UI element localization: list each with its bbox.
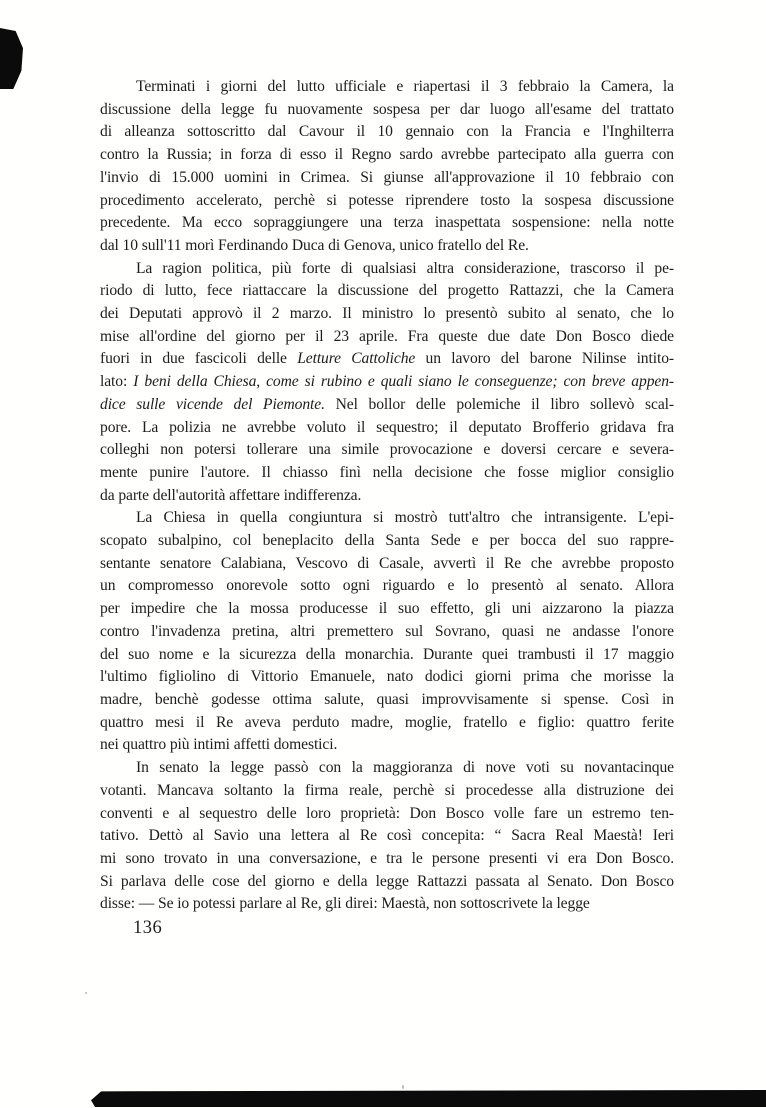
italic-text-run: dice sulle vicende del Piemonte. [100, 395, 325, 413]
text-line [100, 303, 674, 326]
text-line [100, 99, 674, 122]
text-line [100, 326, 674, 349]
text-run: colleghi non potersi tollerare una simile provocazione e doversi cercare e severa- [100, 441, 674, 459]
text-run: un compromesso onorevole sotto ogni riguardo e lo presentò al senato. Allora [100, 577, 674, 595]
text-run: pore. La polizia ne avrebbe voluto il sequestro; il deputato Brofferio gridava fra [100, 418, 674, 436]
text-run: contro la Russia; in forza di esso il Regno sardo avrebbe partecipato alla guerra con [100, 146, 674, 164]
text-line [100, 371, 674, 394]
text-run: lato: [100, 373, 134, 391]
text-run: La ragion politica, più forte di qualsiasi altra considerazione, trascorso il pe- [136, 259, 674, 277]
text-line [100, 144, 674, 167]
text-line [100, 689, 674, 712]
text-line [100, 757, 674, 780]
text-run: per impedire che la mossa producesse il suo effetto, gli uni aizzarono la piazza [100, 600, 674, 618]
text-line [100, 712, 674, 735]
text-run: Nel bollor delle polemiche il libro sollevò scal- [324, 395, 674, 413]
text-line [100, 575, 674, 598]
scan-speck [402, 1085, 404, 1089]
italic-text-run: I beni della Chiesa, come si rubino e quali siano le conseguenze; con breve appen- [133, 373, 675, 391]
text-run: quattro mesi il Re aveva perduto madre, moglie, fratello e figlio: quattro ferite [100, 713, 674, 731]
scan-speck [85, 992, 87, 994]
text-run: sentante senatore Calabiana, Vescovo di Casale, avvertì il Re che avrebbe proposto [100, 554, 674, 572]
text-line [100, 167, 674, 190]
text-run: scopato subalpino, col beneplacito della Santa Sede e per bocca del suo rappre- [100, 532, 674, 550]
page-number: 136 [133, 918, 163, 938]
text-line [100, 507, 674, 530]
text-line [100, 190, 674, 213]
text-line [100, 76, 674, 99]
text-line [100, 734, 674, 757]
text-run: madre, benchè godesse ottima salute, quasi improvvisamente si spense. Così in [100, 690, 674, 708]
text-run: del suo nome e la sicurezza della monarchia. Durante quei trambusti il 17 maggio [100, 645, 674, 663]
text-line [100, 462, 674, 485]
text-line [100, 893, 674, 916]
text-run: mise all'ordine del giorno per il 23 aprile. Fra queste due date Don Bosco diede [100, 327, 674, 345]
text-run: In senato la legge passò con la maggioranza di nove voti su novantacinque [136, 759, 674, 777]
text-line [100, 439, 674, 462]
text-run: disse: — Se io potessi parlare al Re, gli direi: Maestà, non sottoscrivete la legge [100, 895, 590, 913]
text-line [100, 121, 674, 144]
text-run: dei Deputati approvò il 2 marzo. Il ministro lo presentò subito al senato, che lo [100, 305, 674, 323]
text-run: fuori in due fascicoli delle [100, 350, 298, 368]
text-run: mi sono trovato in una conversazione, e tra le persone presenti vi era Don Bosco. [100, 849, 674, 867]
text-run: votanti. Mancava soltanto la firma reale, perchè si procedesse alla distruzione dei [100, 781, 674, 799]
text-line [100, 780, 674, 803]
text-run: di alleanza sottoscritto dal Cavour il 10 gennaio con la Francia e l'Inghilterra [100, 123, 674, 141]
text-run: conventi e al sequestro delle loro proprietà: Don Bosco volle fare un estremo ten- [100, 804, 674, 822]
text-line [100, 848, 674, 871]
text-line [100, 485, 674, 508]
text-line [100, 348, 674, 371]
text-line [100, 417, 674, 440]
page-text [100, 76, 674, 916]
scan-artifact-corner [0, 28, 23, 89]
text-line [100, 644, 674, 667]
text-run: riodo di lutto, fece riattaccare la discussione del progetto Rattazzi, che la Camera [100, 282, 674, 300]
text-run: procedimento accelerato, perchè si potesse riprendere tosto la sospesa discussione [100, 191, 674, 209]
text-line [100, 825, 674, 848]
text-line [100, 212, 674, 235]
text-line [100, 871, 674, 894]
text-line [100, 621, 674, 644]
text-run: tativo. Dettò al Savio una lettera al Re così concepita: “ Sacra Real Maestà! Ieri [100, 827, 674, 845]
text-line [100, 553, 674, 576]
text-run: contro l'invadenza pretina, altri premettero sul Sovrano, quasi ne andasse l'onore [100, 622, 674, 640]
text-run: dal 10 sull'11 morì Ferdinando Duca di Genova, unico fratello del Re. [100, 236, 529, 254]
text-line [100, 666, 674, 689]
text-run: nei quattro più intimi affetti domestici. [100, 736, 338, 754]
text-run: un lavoro del barone Nilinse intito- [415, 350, 674, 368]
text-run: discussione della legge fu nuovamente sospesa per dar luogo all'esame del trattato [100, 100, 674, 118]
text-line [100, 530, 674, 553]
text-run: l'invio di 15.000 uomini in Crimea. Si giunse all'approvazione il 10 febbraio con [100, 168, 674, 186]
text-run: da parte dell'autorità affettare indifferenza. [100, 486, 362, 504]
text-line [100, 235, 674, 258]
italic-text-run: Letture Cattoliche [297, 350, 416, 368]
text-run: mente punire l'autore. Il chiasso finì nella decisione che fosse miglior consiglio [100, 463, 674, 481]
text-line [100, 598, 674, 621]
text-line [100, 280, 674, 303]
text-line [100, 394, 674, 417]
text-run: La Chiesa in quella congiuntura si mostrò tutt'altro che intransigente. L'epi- [136, 509, 674, 527]
text-line [100, 258, 674, 281]
text-run: Terminati i giorni del lutto ufficiale e riapertasi il 3 febbraio la Camera, la [136, 78, 674, 95]
text-run: l'ultimo figliolino di Vittorio Emanuele, nato dodici giorni prima che morisse la [100, 668, 674, 686]
text-line [100, 803, 674, 826]
scan-artifact-bottom [91, 1090, 766, 1107]
text-run: Si parlava delle cose del giorno e della legge Rattazzi passata al Senato. Don Bosco [100, 872, 674, 890]
text-run: precedente. Ma ecco sopraggiungere una terza inaspettata sospensione: nella notte [100, 214, 674, 232]
